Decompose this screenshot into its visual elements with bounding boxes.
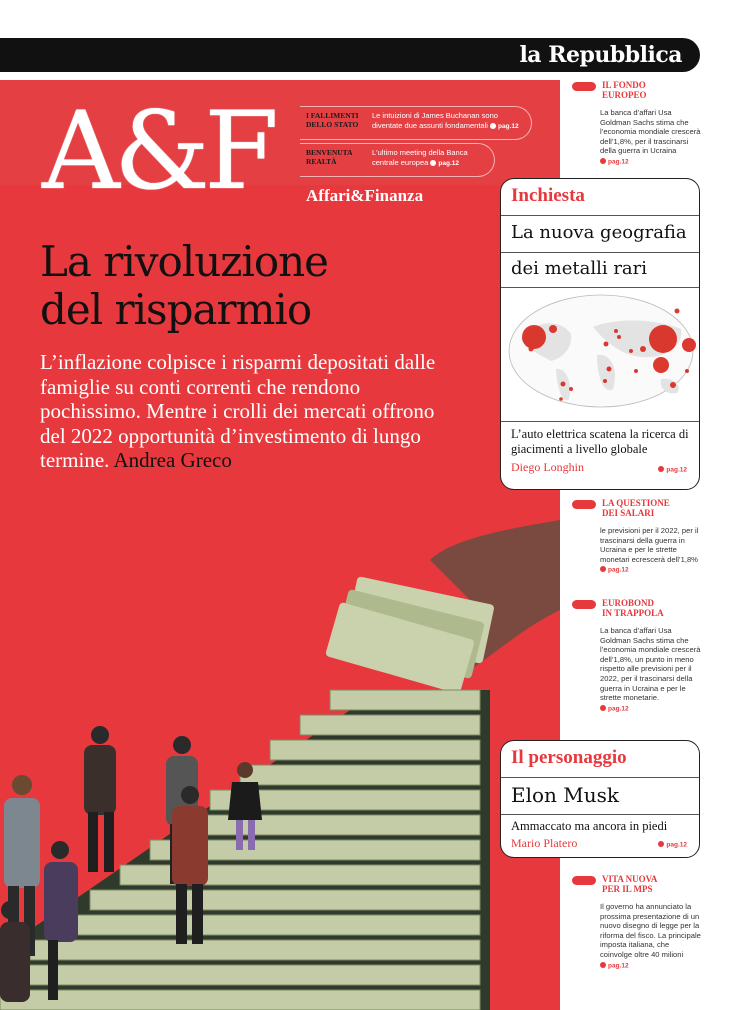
box-kicker: Inchiesta xyxy=(511,185,585,206)
box-page: pag.12 xyxy=(658,841,687,849)
page-dot-icon xyxy=(430,160,436,166)
kicker-bar xyxy=(572,876,596,885)
kicker-bar xyxy=(572,500,596,509)
main-author: Andrea Greco xyxy=(113,448,232,472)
brief-text: Il governo ha annunciato la prossima presentazione di un nuovo disegno di legge per la riforma del fisco. La principale imposta italiana, che coinvolge oltre 40 milioni xyxy=(600,902,701,959)
box-title: La nuova geografia xyxy=(511,222,687,243)
main-subhead: L’inflazione colpisce i risparmi depositati dalle famiglie su conti correnti che rendono pochissimo. Mentre i crolli dei mercati offrono del 2022 opportunità d’investimento di lungo termine. Andrea Greco xyxy=(40,350,436,472)
main-headline[interactable]: La rivoluzione del risparmio xyxy=(40,237,329,334)
divider xyxy=(501,814,700,815)
top-bar xyxy=(0,38,700,72)
box-desc: Ammaccato ma ancora in piedi xyxy=(511,819,668,833)
page-dot-icon xyxy=(600,566,606,572)
cover-panel xyxy=(0,80,560,1010)
divider xyxy=(501,421,700,422)
brief-page: pag.12 xyxy=(600,705,702,713)
kicker-bar xyxy=(572,600,596,609)
box-title: Elon Musk xyxy=(511,783,620,807)
divider xyxy=(501,777,700,778)
brief-page: pag.12 xyxy=(600,158,702,166)
personaggio-box[interactable] xyxy=(500,740,700,858)
brief-item[interactable] xyxy=(572,598,702,712)
divider xyxy=(501,287,700,288)
teaser[interactable] xyxy=(300,106,532,140)
page-dot-icon xyxy=(600,962,606,968)
page-dot-icon xyxy=(658,841,664,847)
box-kicker: Il personaggio xyxy=(511,747,627,768)
divider xyxy=(501,252,700,253)
teaser-kicker: BENVENUTA REALTÀ xyxy=(306,148,353,166)
page-dot-icon xyxy=(490,123,496,129)
box-page: pag.12 xyxy=(658,466,687,474)
teaser-text: Le intuizioni di James Buchanan sono diventate due assunti fondamentali pag.12 xyxy=(372,111,519,131)
brief-page: pag.12 xyxy=(600,962,702,970)
brief-text: La banca d’affari Usa Goldman Sachs stima che l’economia mondiale crescerà dell’1,8%, un punto in meno rispetto alle previsioni per il 2022, per il trascinarsi della guerra in Ucraina e per le strette monetarie. xyxy=(600,626,701,703)
cover-illustration xyxy=(0,520,560,1010)
brief-text: La banca d’affari Usa Goldman Sachs stima che l’economia mondiale crescerà dell’1,8%, per il trascinarsi della guerra in Ucraina xyxy=(600,108,701,156)
af-logo[interactable]: A&F xyxy=(42,89,274,214)
page-dot-icon xyxy=(600,158,606,164)
teaser[interactable] xyxy=(300,143,495,177)
box-author: Diego Longhin xyxy=(511,460,584,474)
inchiesta-box[interactable] xyxy=(500,178,700,490)
brief-item[interactable] xyxy=(572,498,702,574)
brief-text: le previsioni per il 2022, per il trascinarsi della guerra in Ucraina e per le strette monetari ecrescerà dell’1,8% xyxy=(600,526,699,564)
teaser-kicker: I FALLIMENTI DELLO STATO xyxy=(306,111,359,129)
brief-kicker: LA QUESTIONE DEI SALARI xyxy=(602,498,670,518)
masthead[interactable]: la Repubblica xyxy=(519,42,682,68)
page-dot-icon xyxy=(658,466,664,472)
box-author: Mario Platero xyxy=(511,836,578,850)
teaser-text: L'ultimo meeting della Banca centrale europea pag.12 xyxy=(372,148,468,168)
brief-item[interactable] xyxy=(572,80,702,165)
divider xyxy=(501,215,700,216)
world-map xyxy=(501,289,700,419)
kicker-bar xyxy=(572,82,596,91)
box-desc: L’auto elettrica scatena la ricerca di giacimenti a livello globale xyxy=(511,427,689,456)
logo-subtitle: Affari&Finanza xyxy=(306,186,424,205)
brief-item[interactable] xyxy=(572,874,702,969)
page-dot-icon xyxy=(600,705,606,711)
box-title: dei metalli rari xyxy=(511,258,648,279)
brief-page: pag.12 xyxy=(600,566,702,574)
brief-kicker: EUROBOND IN TRAPPOLA xyxy=(602,598,664,618)
brief-kicker: VITA NUOVA PER IL MPS xyxy=(602,874,658,894)
brief-kicker: IL FONDO EUROPEO xyxy=(602,80,647,100)
